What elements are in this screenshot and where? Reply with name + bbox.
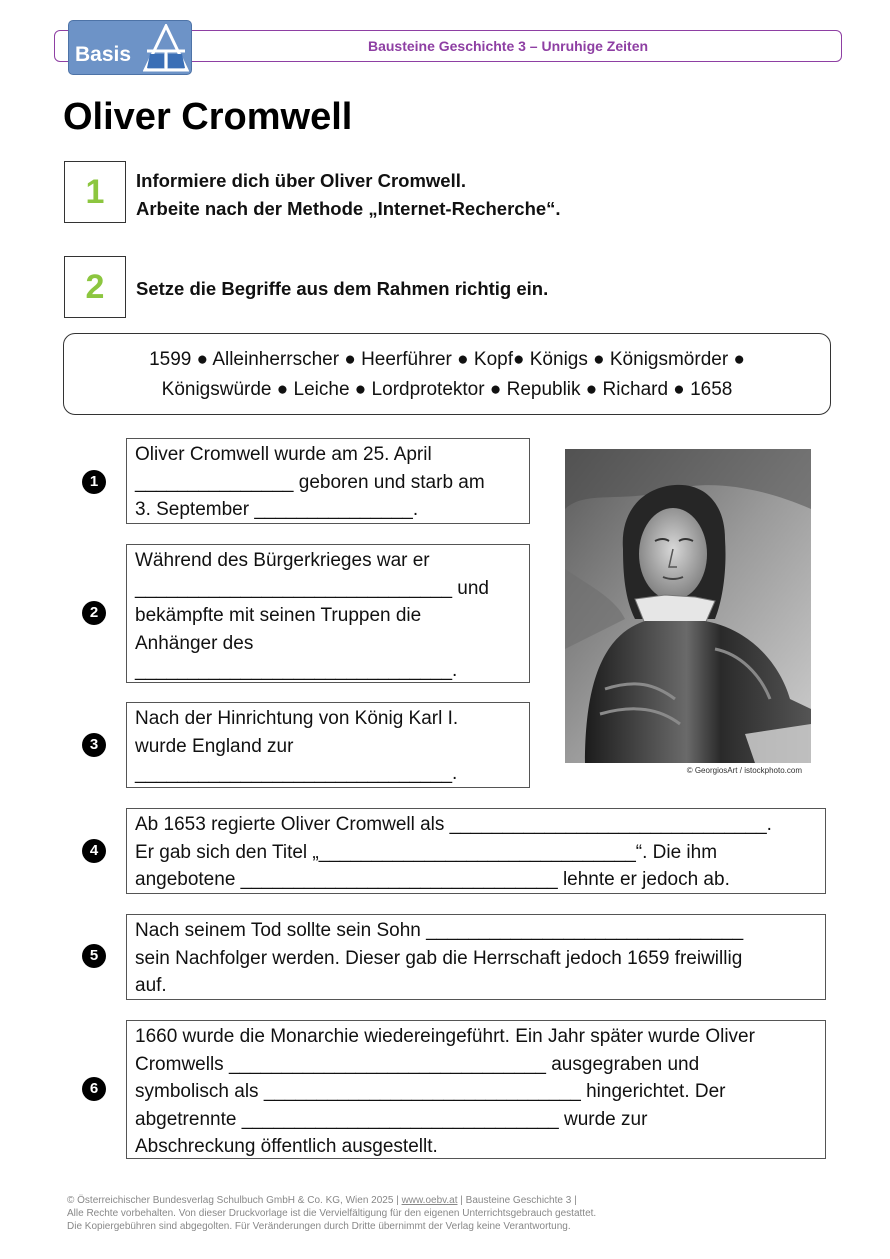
exercise-line: ______________________________. bbox=[135, 763, 458, 785]
series-title: Bausteine Geschichte 3 – Unruhige Zeiten bbox=[367, 38, 649, 54]
exercise-5-box bbox=[126, 914, 826, 1000]
marker-1: 1 bbox=[82, 470, 106, 494]
exercise-line: Nach seinem Tod sollte sein Sohn ______________________________ bbox=[135, 920, 744, 941]
page-title: Oliver Cromwell bbox=[63, 96, 353, 138]
task-2-text: Setze die Begriffe aus dem Rahmen richtig ein. bbox=[136, 278, 549, 299]
exercise-line: Abschreckung öffentlich ausgestellt. bbox=[135, 1136, 438, 1158]
terms-line: Königswürde ● Leiche ● Lordprotektor ● Republik ● Richard ● 1658 bbox=[161, 379, 733, 400]
exercise-line: Während des Bürgerkrieges war er bbox=[135, 550, 430, 571]
exercise-1-box bbox=[126, 438, 530, 524]
task-1-line: Informiere dich über Oliver Cromwell. bbox=[136, 170, 467, 191]
logo-text: Basis bbox=[75, 43, 132, 66]
exercise-line: Ab 1653 regierte Oliver Cromwell als ______________________________. bbox=[135, 814, 772, 835]
footer bbox=[67, 1194, 767, 1233]
exercise-line: sein Nachfolger werden. Dieser gab die Herrschaft jedoch 1659 freiwillig bbox=[135, 947, 743, 969]
task-number-1: 1 bbox=[64, 161, 126, 223]
exercise-line: Anhänger des bbox=[135, 632, 254, 654]
exercise-line: auf. bbox=[135, 975, 167, 997]
exercise-line: bekämpfte mit seinen Truppen die bbox=[135, 605, 422, 627]
basis-logo bbox=[68, 20, 192, 75]
exercise-line: Er gab sich den Titel „______________________________“. Die ihm bbox=[135, 841, 718, 863]
terms-line: 1599 ● Alleinherrscher ● Heerführer ● Kopf● Königs ● Königsmörder ● bbox=[149, 349, 745, 370]
marker-2: 2 bbox=[82, 601, 106, 625]
exercise-line: abgetrennte ______________________________ wurde zur bbox=[135, 1108, 648, 1130]
task-1-line: Arbeite nach der Methode „Internet-Recherche“. bbox=[136, 198, 561, 219]
cromwell-portrait bbox=[565, 449, 811, 763]
image-credit: © GeorgiosArt / istockphoto.com bbox=[686, 766, 802, 775]
exercise-3-box bbox=[126, 702, 530, 788]
exercise-line: Cromwells ______________________________ ausgegraben und bbox=[135, 1053, 700, 1075]
exercise-line: 1660 wurde die Monarchie wiedereingeführt. Ein Jahr später wurde Oliver bbox=[135, 1026, 755, 1047]
exercise-6-box bbox=[126, 1020, 826, 1159]
task-number-2: 2 bbox=[64, 256, 126, 318]
task-1-text bbox=[136, 167, 561, 223]
exercise-line: _______________ geboren und starb am bbox=[135, 471, 485, 493]
exercise-line: Nach der Hinrichtung von König Karl I. bbox=[135, 708, 459, 729]
exercise-line: symbolisch als ______________________________ hingerichtet. Der bbox=[135, 1081, 726, 1103]
footer-series: | Bausteine Geschichte 3 | bbox=[457, 1195, 577, 1206]
marker-4: 4 bbox=[82, 839, 106, 863]
marker-5: 5 bbox=[82, 944, 106, 968]
footer-line-2: Alle Rechte vorbehalten. Von dieser Druckvorlage ist die Vervielfältigung für den eigenen Unterrichtsgebrauch gestattet. bbox=[67, 1208, 597, 1219]
exercise-line: angebotene ______________________________ lehnte er jedoch ab. bbox=[135, 869, 730, 891]
terms-box bbox=[63, 333, 831, 415]
exercise-line: 3. September _______________. bbox=[135, 499, 419, 521]
marker-3: 3 bbox=[82, 733, 106, 757]
exercise-4-box bbox=[126, 808, 826, 894]
exercise-line: ______________________________ und bbox=[135, 577, 489, 599]
publisher-link[interactable]: www.oebv.at bbox=[401, 1195, 458, 1206]
exercise-2-box bbox=[126, 544, 530, 683]
exercise-line: ______________________________. bbox=[135, 660, 458, 682]
exercise-line: wurde England zur bbox=[135, 735, 294, 757]
portrait-engraving bbox=[565, 449, 811, 763]
footer-line-1 bbox=[67, 1194, 767, 1207]
triangle-logo-icon bbox=[143, 24, 189, 72]
exercise-line: Oliver Cromwell wurde am 25. April bbox=[135, 444, 432, 465]
footer-line-3: Die Kopiergebühren sind abgegolten. Für Veränderungen durch Dritte übernimmt der Verlag keine Verantwortung. bbox=[67, 1221, 571, 1232]
marker-6: 6 bbox=[82, 1077, 106, 1101]
footer-copyright: © Österreichischer Bundesverlag Schulbuch GmbH & Co. KG, Wien 2025 | bbox=[67, 1195, 402, 1206]
